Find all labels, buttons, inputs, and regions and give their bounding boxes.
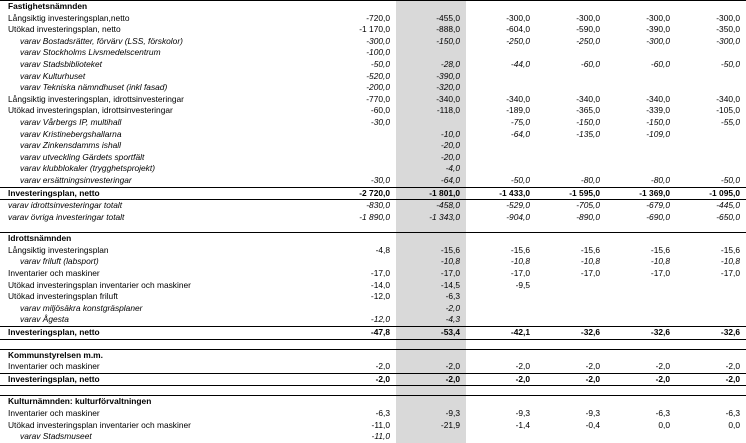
section-heading-idrottsnamnden xyxy=(0,233,746,245)
row-label: Långsiktig investeringsplan,netto xyxy=(8,12,130,23)
row-value: -10,8 xyxy=(580,256,600,267)
row-value: -320,0 xyxy=(396,82,466,94)
row-value: -42,1 xyxy=(466,327,536,340)
row-value: -14,0 xyxy=(370,279,390,290)
row-value xyxy=(606,233,676,245)
row-value xyxy=(396,1,466,13)
row-value: -705,0 xyxy=(576,200,600,211)
row-value xyxy=(466,431,536,443)
row-value xyxy=(676,129,746,141)
table-body xyxy=(0,1,746,443)
row-value xyxy=(676,314,746,326)
row-label: Kulturnämnden: kulturförvaltningen xyxy=(0,396,326,408)
row-value: -14,5 xyxy=(396,280,466,292)
row-value: -1 890,0 xyxy=(359,211,390,222)
row-value xyxy=(676,280,746,292)
row-value xyxy=(606,314,676,326)
table-row xyxy=(0,36,746,48)
row-value xyxy=(466,396,536,408)
row-value: -15,6 xyxy=(720,244,740,255)
row-value: -0,4 xyxy=(585,419,600,430)
row-value: -12,0 xyxy=(370,314,390,325)
row-value: -365,0 xyxy=(576,105,600,116)
section-heading-kulturnamnden xyxy=(0,396,746,408)
row-label: varav Kristinebergshallarna xyxy=(20,128,122,139)
row-value: -80,0 xyxy=(650,174,670,185)
row-value xyxy=(536,396,606,408)
row-label: Inventarier och maskiner xyxy=(8,268,100,279)
row-value: -80,0 xyxy=(580,174,600,185)
row-value: -10,8 xyxy=(396,256,466,268)
table-row xyxy=(0,24,746,36)
row-value: -17,0 xyxy=(396,268,466,280)
table-row xyxy=(0,280,746,292)
row-value xyxy=(676,396,746,408)
table-row xyxy=(0,245,746,257)
row-value xyxy=(536,163,606,175)
row-value: -12,0 xyxy=(370,291,390,302)
table-row xyxy=(0,420,746,432)
table-row-total xyxy=(0,187,746,200)
row-label: varav Zinkensdamms ishall xyxy=(20,140,121,151)
row-value: -15,6 xyxy=(580,244,600,255)
row-value: -250,0 xyxy=(506,35,530,46)
row-value: -11,0 xyxy=(371,431,390,442)
row-value: -4,0 xyxy=(396,163,466,175)
row-value xyxy=(536,291,606,303)
table-row xyxy=(0,82,746,94)
row-value xyxy=(536,349,606,361)
row-label: varav utveckling Gärdets sportfält xyxy=(20,151,145,162)
row-value xyxy=(466,47,536,59)
row-value xyxy=(676,431,746,443)
row-value: -2,0 xyxy=(326,373,396,386)
row-value: -2,0 xyxy=(396,361,466,373)
row-value: -10,8 xyxy=(650,256,670,267)
row-value: -1 343,0 xyxy=(396,212,466,224)
row-value: -2,0 xyxy=(396,373,466,386)
row-spacer xyxy=(0,339,746,349)
row-value: -135,0 xyxy=(576,128,600,139)
row-value xyxy=(536,303,606,315)
table-row xyxy=(0,47,746,59)
table-row xyxy=(0,71,746,83)
table-row xyxy=(0,175,746,187)
row-value: -109,0 xyxy=(646,128,670,139)
row-value: -15,6 xyxy=(510,244,530,255)
row-value xyxy=(326,1,396,13)
row-value: -770,0 xyxy=(366,93,390,104)
section-heading-kommunstyrelsen xyxy=(0,349,746,361)
row-value: -300,0 xyxy=(576,12,600,23)
row-value xyxy=(326,256,396,268)
row-value: -20,0 xyxy=(396,140,466,152)
row-value: -1 095,0 xyxy=(676,187,746,200)
row-value xyxy=(606,349,676,361)
row-value: -50,0 xyxy=(720,174,740,185)
row-label: varav Vårbergs IP, multihall xyxy=(20,116,122,127)
row-value xyxy=(326,233,396,245)
row-value: -200,0 xyxy=(366,82,390,93)
row-value: -1 369,0 xyxy=(606,187,676,200)
row-value xyxy=(606,396,676,408)
row-value: -150,0 xyxy=(576,116,600,127)
row-label: Utökad investeringsplan, idrottsinvesteringar xyxy=(8,105,173,116)
row-value: -1 595,0 xyxy=(536,187,606,200)
row-label: varav Ågesta xyxy=(20,314,69,325)
row-value: -64,0 xyxy=(510,128,530,139)
row-value xyxy=(676,303,746,315)
row-value: -118,0 xyxy=(396,105,466,117)
row-value: -9,3 xyxy=(396,408,466,420)
table-row xyxy=(0,256,746,268)
row-label: Utökad investeringsplan, netto xyxy=(8,24,121,35)
row-value: -28,0 xyxy=(396,59,466,71)
row-value xyxy=(606,431,676,443)
row-value xyxy=(536,280,606,292)
row-value: -339,0 xyxy=(646,105,670,116)
row-value: -15,6 xyxy=(396,245,466,257)
table-row xyxy=(0,59,746,71)
row-value: -1,4 xyxy=(515,419,530,430)
row-value: -6,3 xyxy=(655,408,670,418)
table-row xyxy=(0,408,746,420)
row-value xyxy=(606,71,676,83)
row-value: -720,0 xyxy=(366,12,390,23)
row-value: -340,0 xyxy=(396,94,466,106)
row-value: -10,8 xyxy=(510,256,530,267)
row-label: Inventarier och maskiner xyxy=(8,408,100,418)
row-value xyxy=(326,349,396,361)
table-row xyxy=(0,303,746,315)
row-value xyxy=(466,349,536,361)
row-value: -6,3 xyxy=(396,291,466,303)
row-value: -4,8 xyxy=(375,244,390,255)
row-value xyxy=(676,349,746,361)
row-value xyxy=(676,47,746,59)
row-value xyxy=(606,303,676,315)
row-value: -53,4 xyxy=(396,327,466,340)
row-value xyxy=(606,1,676,13)
row-value: -2,0 xyxy=(515,361,530,372)
row-value: -50,0 xyxy=(510,174,530,185)
row-value: -590,0 xyxy=(576,24,600,35)
row-value xyxy=(326,303,396,315)
row-value: -6,3 xyxy=(725,408,740,418)
table-row xyxy=(0,117,746,129)
row-value: -150,0 xyxy=(646,116,670,127)
row-value: -4,3 xyxy=(396,314,466,326)
row-value xyxy=(536,1,606,13)
row-value: -9,3 xyxy=(585,408,600,418)
row-value: -300,0 xyxy=(366,35,390,46)
row-value xyxy=(536,314,606,326)
row-value: -17,0 xyxy=(720,268,740,279)
table-row xyxy=(0,212,746,224)
row-value: -189,0 xyxy=(506,105,530,116)
row-value xyxy=(326,152,396,164)
row-value: -604,0 xyxy=(506,24,530,35)
row-label: varav Bostadsrätter, förvärv (LSS, förskolor) xyxy=(20,35,183,46)
row-value: -9,5 xyxy=(515,279,530,290)
row-value: -830,0 xyxy=(366,200,390,211)
row-value: -150,0 xyxy=(396,36,466,48)
row-value xyxy=(396,233,466,245)
row-label: varav Kulturhuset xyxy=(20,70,86,81)
row-value xyxy=(396,117,466,129)
row-label: varav Stadsmuseet xyxy=(20,431,92,442)
row-value: 0,0 xyxy=(728,419,740,430)
table-row xyxy=(0,163,746,175)
row-value: -15,6 xyxy=(650,244,670,255)
row-value xyxy=(676,140,746,152)
row-value: -17,0 xyxy=(370,268,390,279)
row-value xyxy=(466,163,536,175)
table-row-total xyxy=(0,373,746,386)
row-label: varav idrottsinvesteringar totalt xyxy=(8,200,123,211)
row-value: -2 720,0 xyxy=(326,187,396,200)
row-value: -32,6 xyxy=(676,327,746,340)
row-value xyxy=(676,152,746,164)
table-row xyxy=(0,314,746,326)
row-label: Investeringsplan, netto xyxy=(0,327,326,340)
row-value: -340,0 xyxy=(576,93,600,104)
row-value: -445,0 xyxy=(716,200,740,211)
row-label: varav friluft (labsport) xyxy=(20,256,99,267)
row-value xyxy=(676,1,746,13)
row-value: -11,0 xyxy=(371,419,390,430)
row-value: -340,0 xyxy=(716,93,740,104)
row-value xyxy=(536,152,606,164)
row-value: -529,0 xyxy=(506,200,530,211)
row-value xyxy=(536,82,606,94)
table-row xyxy=(0,13,746,25)
row-value: -890,0 xyxy=(576,211,600,222)
row-value: -455,0 xyxy=(396,13,466,25)
row-label: varav ersättningsinvesteringar xyxy=(20,174,132,185)
row-value: 0,0 xyxy=(658,419,670,430)
row-value xyxy=(396,431,466,443)
row-value: -390,0 xyxy=(646,24,670,35)
row-value: -60,0 xyxy=(580,58,600,69)
row-label: varav Stadsbiblioteket xyxy=(20,58,102,69)
row-label: varav övriga investeringar totalt xyxy=(8,211,125,222)
table-row xyxy=(0,361,746,373)
row-value: -30,0 xyxy=(370,174,390,185)
row-value xyxy=(326,396,396,408)
row-value: -690,0 xyxy=(646,211,670,222)
row-value: -44,0 xyxy=(510,58,530,69)
row-value: -50,0 xyxy=(370,58,390,69)
row-value: -75,0 xyxy=(510,116,530,127)
row-value: -888,0 xyxy=(396,24,466,36)
table-row-total xyxy=(0,327,746,340)
row-value xyxy=(676,291,746,303)
row-value xyxy=(606,163,676,175)
row-value xyxy=(536,431,606,443)
table-row xyxy=(0,431,746,443)
row-value xyxy=(676,71,746,83)
row-value: -10,8 xyxy=(720,256,740,267)
row-label: Fastighetsnämnden xyxy=(0,1,326,13)
table-row xyxy=(0,129,746,141)
row-value: -520,0 xyxy=(366,70,390,81)
row-value: -2,0 xyxy=(676,373,746,386)
row-label: Utökad investeringsplan inventarier och maskiner xyxy=(8,419,191,430)
table-row xyxy=(0,105,746,117)
row-value: -458,0 xyxy=(396,200,466,212)
row-label: Investeringsplan, netto xyxy=(0,373,326,386)
row-value xyxy=(606,152,676,164)
row-value: -21,9 xyxy=(396,420,466,432)
row-spacer xyxy=(0,386,746,396)
row-value xyxy=(606,280,676,292)
row-label: Långsiktig investeringsplan, idrottsinvesteringar xyxy=(8,93,184,104)
row-value: -47,8 xyxy=(326,327,396,340)
row-value: -2,0 xyxy=(396,303,466,315)
row-spacer xyxy=(0,223,746,233)
row-value xyxy=(396,349,466,361)
row-value: -32,6 xyxy=(606,327,676,340)
row-value xyxy=(466,303,536,315)
section-heading-fastighetsnamnden xyxy=(0,1,746,13)
row-value xyxy=(606,82,676,94)
row-value: -17,0 xyxy=(510,268,530,279)
table-row xyxy=(0,268,746,280)
row-value: -50,0 xyxy=(720,58,740,69)
row-value: -390,0 xyxy=(396,71,466,83)
row-value: -340,0 xyxy=(646,93,670,104)
row-label: varav klubblokaler (trygghetsprojekt) xyxy=(20,163,155,174)
row-value: -300,0 xyxy=(716,35,740,46)
row-value xyxy=(466,82,536,94)
table-row xyxy=(0,152,746,164)
row-value: -350,0 xyxy=(716,24,740,35)
row-value: -64,0 xyxy=(396,175,466,187)
row-value: -17,0 xyxy=(650,268,670,279)
row-value xyxy=(606,47,676,59)
row-value xyxy=(326,129,396,141)
row-value xyxy=(326,140,396,152)
row-value: -300,0 xyxy=(506,12,530,23)
row-label: Kommunstyrelsen m.m. xyxy=(0,349,326,361)
row-value xyxy=(536,71,606,83)
row-value: -30,0 xyxy=(370,116,390,127)
table-row xyxy=(0,94,746,106)
row-value xyxy=(606,140,676,152)
table-row xyxy=(0,291,746,303)
row-value: -2,0 xyxy=(536,373,606,386)
row-value xyxy=(466,314,536,326)
row-value: -1 170,0 xyxy=(359,24,390,35)
row-value: -2,0 xyxy=(655,361,670,372)
row-label: Inventarier och maskiner xyxy=(8,361,100,372)
row-value xyxy=(396,47,466,59)
row-value: -250,0 xyxy=(576,35,600,46)
row-value: -60,0 xyxy=(370,105,390,116)
row-value xyxy=(466,291,536,303)
row-value: -32,6 xyxy=(536,327,606,340)
row-value: -105,0 xyxy=(716,105,740,116)
row-value xyxy=(606,291,676,303)
row-label: varav Tekniska nämndhuset (inkl fasad) xyxy=(20,82,168,93)
row-value xyxy=(466,1,536,13)
row-value: -17,0 xyxy=(580,268,600,279)
row-value: -300,0 xyxy=(646,35,670,46)
row-value: -100,0 xyxy=(366,47,390,58)
row-value xyxy=(326,163,396,175)
row-label: Utökad investeringsplan friluft xyxy=(8,291,118,302)
row-value: -20,0 xyxy=(396,152,466,164)
row-value: -300,0 xyxy=(646,12,670,23)
row-label: Idrottsnämnden xyxy=(0,233,326,245)
row-value xyxy=(466,233,536,245)
row-value: -9,3 xyxy=(515,408,530,418)
table-row xyxy=(0,200,746,212)
row-value xyxy=(676,82,746,94)
row-label: varav Stockholms Livsmedelscentrum xyxy=(20,47,161,58)
row-value: -1 801,0 xyxy=(396,187,466,200)
row-value xyxy=(676,233,746,245)
row-value xyxy=(536,47,606,59)
row-value xyxy=(536,233,606,245)
row-value: -2,0 xyxy=(585,361,600,372)
table-row xyxy=(0,140,746,152)
row-value xyxy=(466,152,536,164)
row-value xyxy=(676,163,746,175)
row-value: -300,0 xyxy=(716,12,740,23)
row-value: -679,0 xyxy=(646,200,670,211)
row-value: -904,0 xyxy=(506,211,530,222)
row-value: -2,0 xyxy=(466,373,536,386)
row-value xyxy=(536,140,606,152)
row-label: Långsiktig investeringsplan xyxy=(8,244,109,255)
row-value xyxy=(396,396,466,408)
row-label: Utökad investeringsplan inventarier och maskiner xyxy=(8,279,191,290)
row-value: -2,0 xyxy=(725,361,740,372)
row-value: -650,0 xyxy=(716,211,740,222)
row-value: -2,0 xyxy=(606,373,676,386)
row-label: Investeringsplan, netto xyxy=(0,187,326,200)
row-value: -55,0 xyxy=(720,116,740,127)
row-value: -60,0 xyxy=(650,58,670,69)
row-value: -340,0 xyxy=(506,93,530,104)
row-value: -1 433,0 xyxy=(466,187,536,200)
row-value xyxy=(466,71,536,83)
row-value: -6,3 xyxy=(375,408,390,418)
row-value xyxy=(466,140,536,152)
row-value: -10,0 xyxy=(396,129,466,141)
row-value: -2,0 xyxy=(375,361,390,372)
row-label: varav miljösäkra konstgräsplaner xyxy=(20,302,143,313)
